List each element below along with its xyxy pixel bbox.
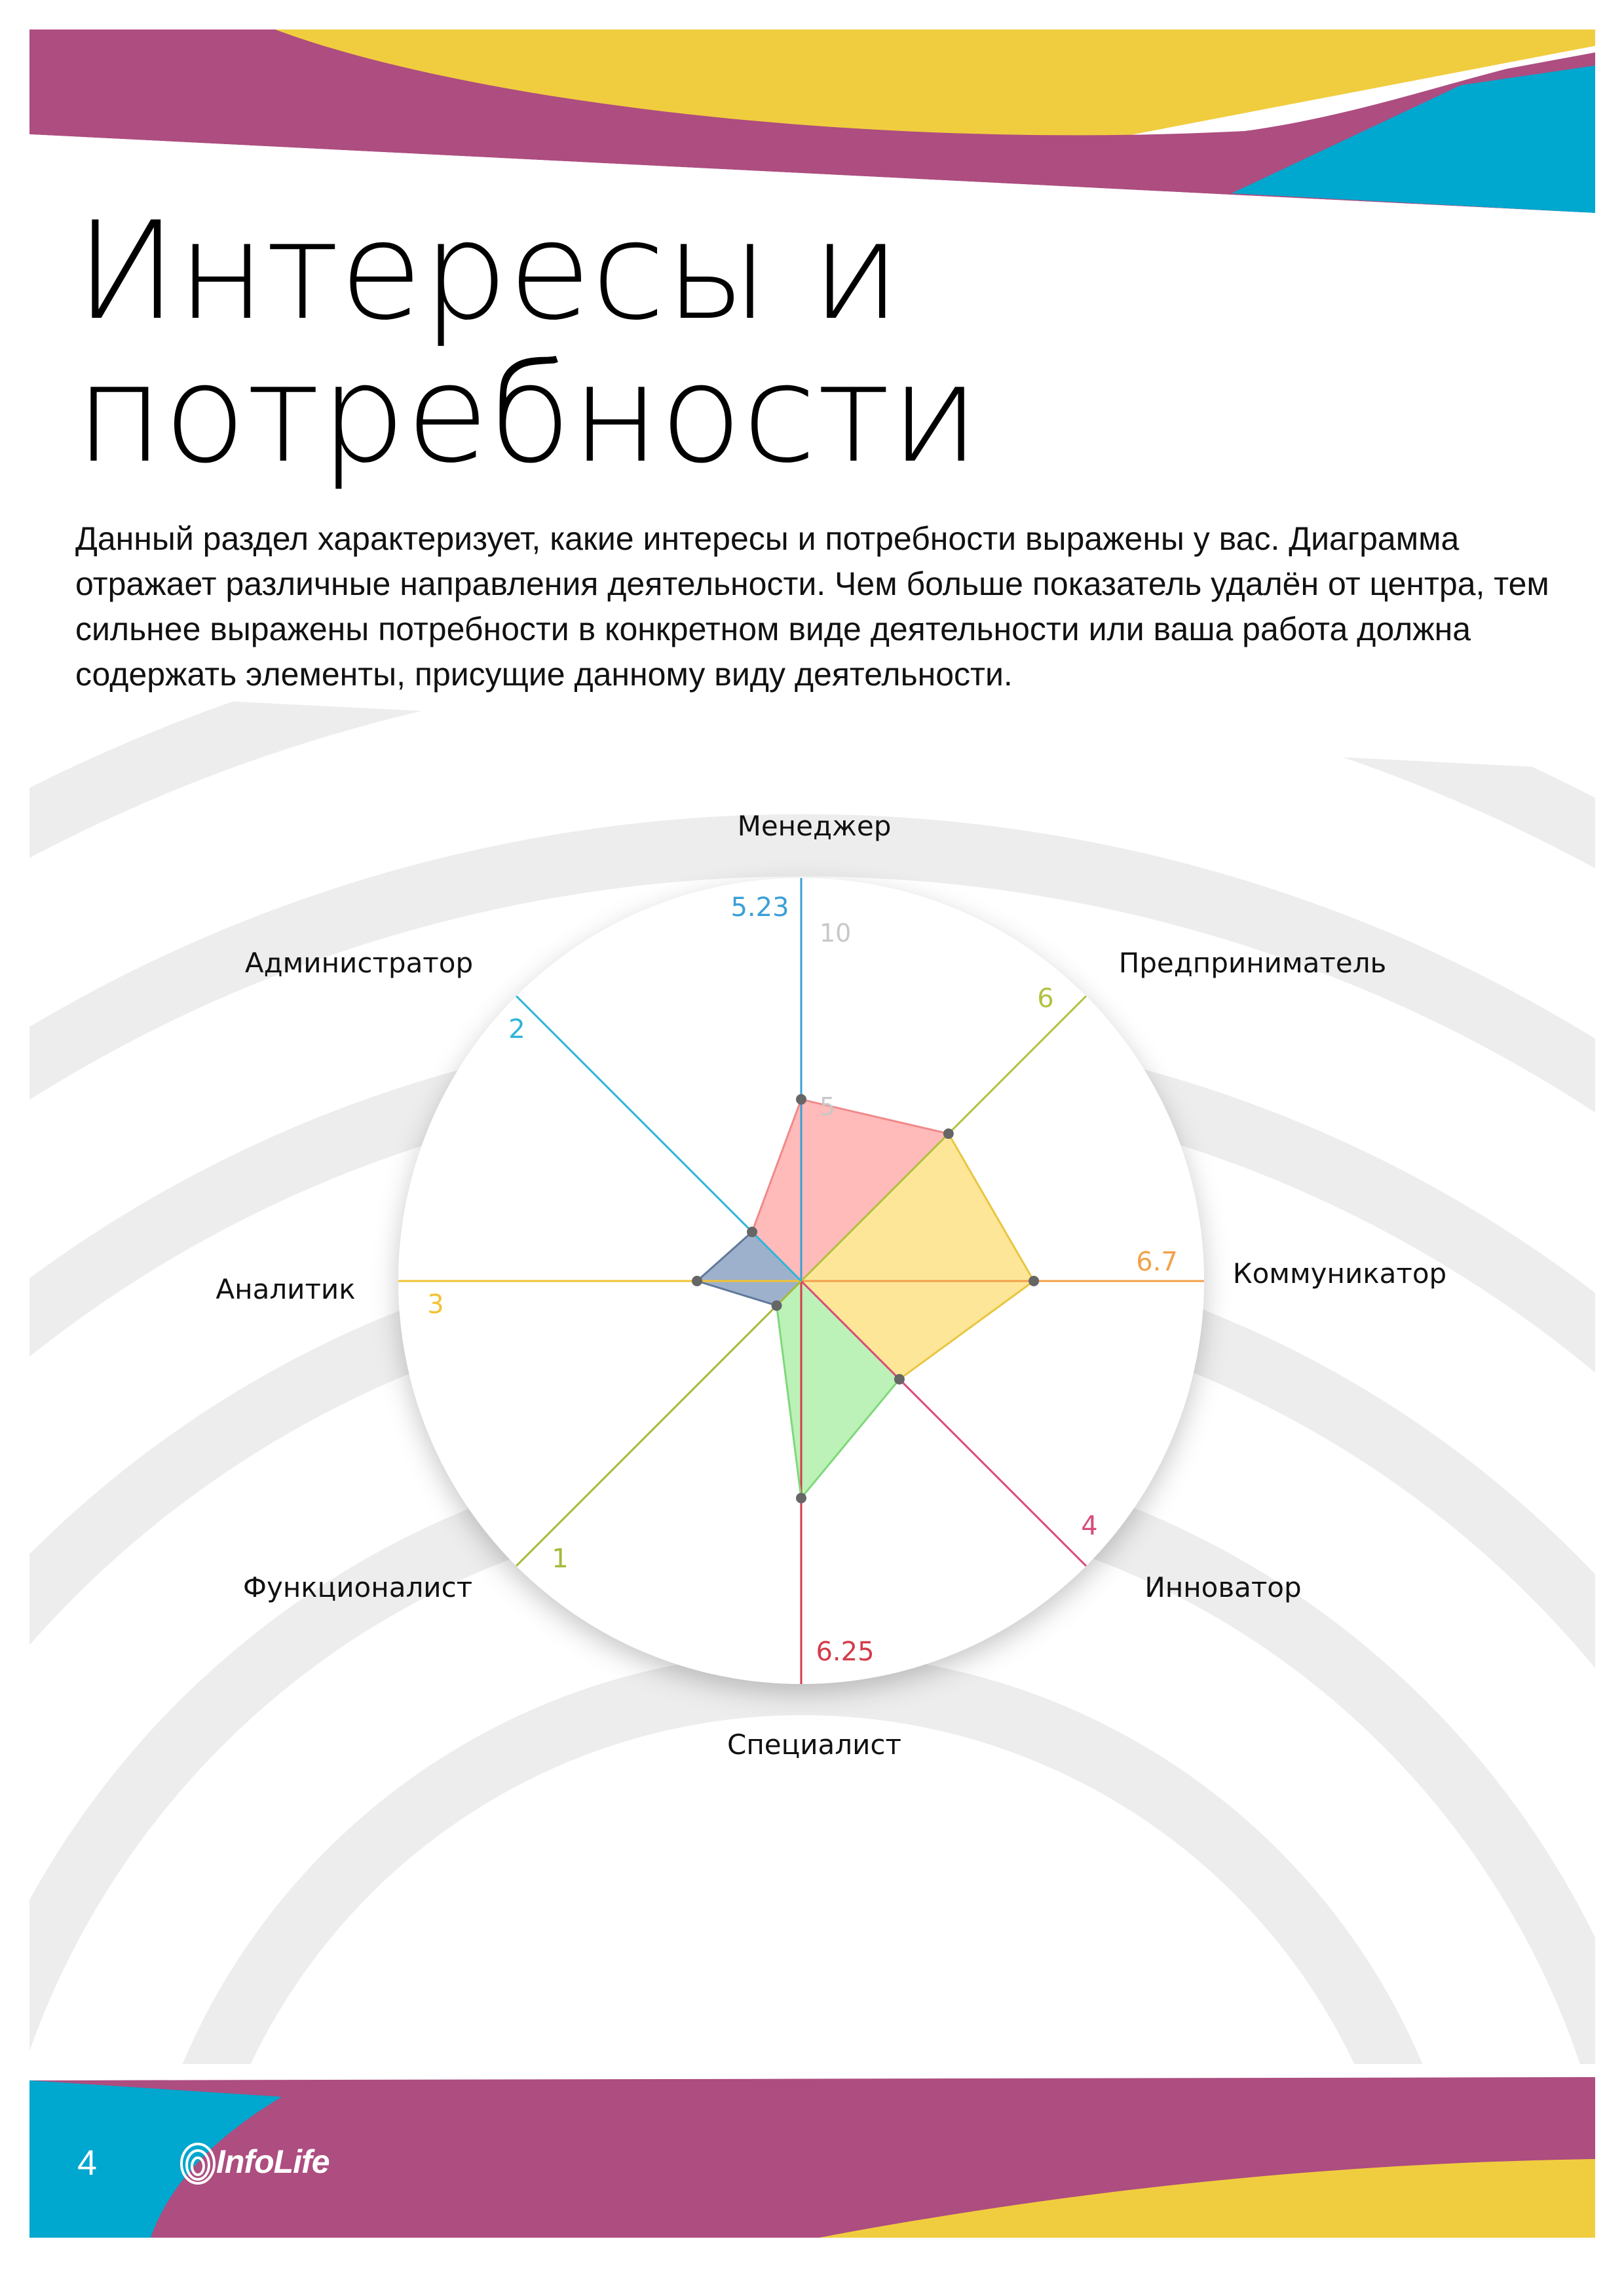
radar-axis-label: Администратор — [244, 947, 474, 979]
radar-data-point — [747, 1227, 757, 1237]
radar-axis-label: Менеджер — [737, 810, 892, 842]
radar-value-label: 4 — [1081, 1511, 1098, 1541]
radar-axis-label: Аналитик — [216, 1273, 356, 1305]
radar-data-point — [772, 1300, 782, 1311]
radar-axis-label: Функционалист — [242, 1571, 473, 1603]
radar-data-point — [796, 1493, 806, 1503]
radar-data-point — [1029, 1276, 1039, 1286]
logo-wordmark: InfoLife — [216, 2143, 330, 2180]
radar-axis-label: Коммуникатор — [1232, 1257, 1447, 1290]
radar-scale-tick: 5 — [820, 1092, 836, 1121]
radar-value-label: 3 — [427, 1290, 444, 1320]
radar-axis-label: Специалист — [727, 1729, 901, 1761]
radar-data-point — [894, 1374, 905, 1385]
page-number: 4 — [77, 2143, 98, 2183]
radar-value-label: 6.25 — [816, 1637, 875, 1667]
intro-paragraph: Данный раздел характеризует, какие интересы и потребности выражены у вас. Диаграмма отражает различные направления деятельности. Чем больше показатель удалён от центра, тем сильнее выражены потребности в конкретном виде деятельности или ваша работа должна содержать элементы, присущие данному виду деятельности. — [75, 520, 1549, 693]
radar-data-point — [943, 1128, 954, 1139]
radar-value-label: 6.7 — [1136, 1247, 1178, 1277]
radar-axis-label: Инноватор — [1144, 1571, 1302, 1603]
fingerprint-logo-icon — [178, 2140, 217, 2186]
radar-value-label: 5.23 — [730, 892, 789, 923]
radar-axes — [398, 878, 1204, 1684]
radar-value-label: 6 — [1037, 984, 1054, 1014]
radar-value-label: 2 — [508, 1014, 525, 1044]
page-title-line-2: потребности — [75, 335, 980, 493]
radar-data-point — [796, 1094, 806, 1105]
page-title-line-1: Интересы и — [75, 193, 901, 350]
radar-value-label: 1 — [552, 1544, 569, 1574]
radar-data-point — [692, 1276, 702, 1286]
radar-scale-tick: 10 — [820, 919, 852, 947]
infolife-logo — [178, 2137, 368, 2190]
radar-axis-label: Предприниматель — [1118, 947, 1387, 979]
